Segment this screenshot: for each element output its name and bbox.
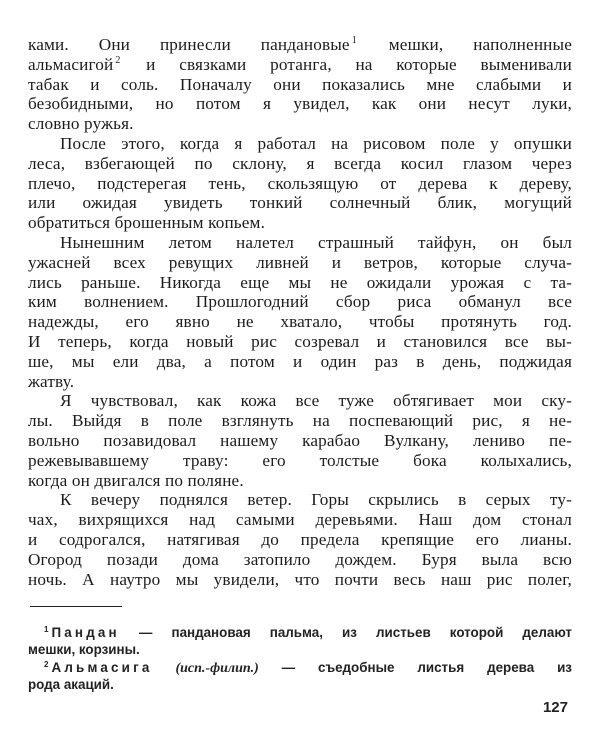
text-line: леса, взбегающей по склону, я всегда косил глазом через <box>28 153 572 173</box>
text-line: вольно позавидовал нашему карабао Вулкану, лениво пе- <box>28 430 572 450</box>
text-line: ким волнением. Прошлогодний сбор риса обманул все <box>28 292 572 312</box>
footnotes <box>28 624 572 693</box>
page-number: 127 <box>542 699 568 716</box>
footnote-line <box>28 624 572 641</box>
text-line: ужасней всех ревущих ливней и ветров, которые случа- <box>28 252 572 272</box>
text-line: лись раньше. Никогда еще мы не ожидали урожая с та- <box>28 272 572 292</box>
footnote-origin: (исп.-филип.) <box>175 660 259 676</box>
footnote-line: мешки, корзины. <box>28 642 140 658</box>
text-line: надежды, его явно не хватало, чтобы протянуть год. <box>28 312 572 332</box>
text-line: Нынешним летом налетел страшный тайфун, он был <box>60 232 572 252</box>
text-line: чах, вихрящихся над самыми деревьями. Наш дом стонал <box>28 510 572 530</box>
text-line: К вечеру поднялся ветер. Горы скрылись в серых ту- <box>60 490 572 510</box>
text-line: плечо, подстерегая тень, скользящую от дерева к дереву, <box>28 173 572 193</box>
text-line: ночь. А наутро мы увидели, что почти весь наш рис полег, <box>28 569 572 589</box>
text-segment: и связками ротанга, на которые выменивали <box>122 54 572 74</box>
text-line: словно ружья. <box>28 114 134 134</box>
text-line: Я чувствовал, как кожа все туже обтягивает мои ску- <box>60 391 572 411</box>
footnote-line <box>28 659 572 676</box>
text-line: и содрогался, натягивая до предела крепящие его лианы. <box>28 529 572 549</box>
footnote-text: — пандановая пальма, из листьев которой делают <box>138 625 572 640</box>
text-segment: мешки, наполненные <box>358 35 572 54</box>
text-line: когда он двигался по поляне. <box>28 470 244 490</box>
text-line <box>28 35 572 55</box>
footnote-divider <box>30 606 122 607</box>
text-line: режевывавшему траву: его толстые бока колыхались, <box>28 450 572 470</box>
text-line: И теперь, когда новый рис созревал и становился все вы- <box>28 331 572 351</box>
text-line: Огород позади дома затопило дождем. Буря выла всю <box>28 549 572 569</box>
text-line: ше, мы ели два, а потом и один раз в день, поджидая <box>28 351 572 371</box>
text-segment: ками. Они принесли пандановые <box>28 35 350 54</box>
text-line <box>28 55 572 75</box>
footnote-term: Пандан <box>51 625 120 640</box>
footnote-mark: 2 <box>44 659 49 669</box>
footnote-reference[interactable]: 1 <box>351 35 357 46</box>
text-line: табак и соль. Поначалу они показались мне слабыми и <box>28 74 572 94</box>
footnote-reference[interactable]: 2 <box>115 54 121 66</box>
text-line: лы. Выйдя в поле взглянуть на поспевающий рис, я не- <box>28 411 572 431</box>
text-line: или ожидая увидеть тонкий солнечный блик, могущий <box>28 193 572 213</box>
text-line: После этого, когда я работал на рисовом поле у опушки <box>60 133 572 153</box>
text-line: жатву. <box>28 371 75 391</box>
body-text <box>28 35 572 589</box>
footnote-mark: 1 <box>44 625 49 634</box>
text-line: обратиться брошенным копьем. <box>28 213 266 233</box>
footnote-text: — съедобные листья дерева из <box>281 659 572 675</box>
text-segment: альмасигой <box>28 54 114 74</box>
footnote-term: Альмасига <box>51 659 153 675</box>
text-line: безобидными, но потом я увидел, как они несут луки, <box>28 94 572 114</box>
footnote-line: рода акаций. <box>28 676 114 692</box>
